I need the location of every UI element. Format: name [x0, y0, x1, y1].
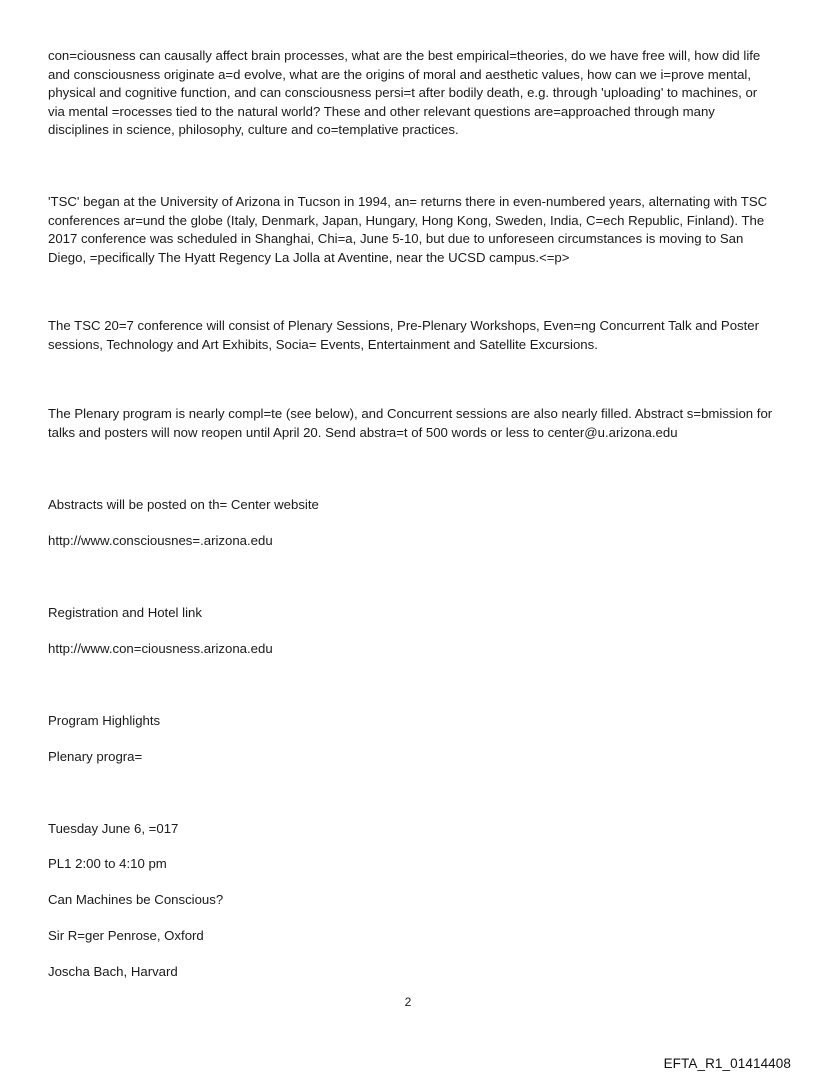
abstracts-url: http://www.consciousnes=.arizona.edu: [48, 533, 273, 548]
paragraph-plenary-program: The Plenary program is nearly compl=te (see below), and Concurrent sessions are also nearly filled. Abstract s=bmission for talks and posters will now reopen until April 20. Send abstra=t of 500 words or less to center@u.arizona.edu: [48, 406, 773, 440]
page-number: 2: [404, 995, 412, 1009]
abstracts-posted-text: Abstracts will be posted on th= Center website: [48, 497, 319, 512]
document-id-stamp: EFTA_R1_01414408: [663, 1056, 791, 1071]
body-text-4: [48, 405, 776, 442]
plenary-program-heading: Plenary progra=: [48, 749, 143, 764]
session-time: PL1 2:00 to 4:10 pm: [48, 856, 167, 871]
session-date: Tuesday June 6, =017: [48, 821, 179, 836]
body-text-2: [48, 193, 776, 267]
registration-label: Registration and Hotel link: [48, 605, 202, 620]
paragraph-consciousness-questions: con=ciousness can causally affect brain processes, what are the best empirical=theories, do we have free will, how did life and consciousness originate a=d evolve, what are the origins of moral and aesthetic values, how can we i=prove mental, physical and cognitive function, and can consciousness persi=t after bodily death, e.g. through 'uploading' to machines, or via mental =rocesses tied to the natural world? These and other relevant questions are=approached through many disciplines in science, philosophy, culture and co=templative practices.: [48, 48, 761, 138]
program-highlights-heading: Program Highlights: [48, 713, 161, 728]
body-text: [48, 47, 776, 140]
session-title: Can Machines be Conscious?: [48, 892, 224, 907]
registration-url: http://www.con=ciousness.arizona.edu: [48, 641, 273, 656]
paragraph-conference-format: The TSC 20=7 conference will consist of Plenary Sessions, Pre-Plenary Workshops, Even=ng Concurrent Talk and Poster sessions, Technology and Art Exhibits, Socia= Events, Entertainment and Satellite Excursions.: [48, 318, 760, 352]
body-text-3: [48, 317, 776, 354]
speaker-bach: Joscha Bach, Harvard: [48, 964, 178, 979]
paragraph-tsc-history: 'TSC' began at the University of Arizona in Tucson in 1994, an= returns there in even-numbered years, alternating with TSC conferences ar=und the globe (Italy, Denmark, Japan, Hungary, Hong Kong, Sweden, India, C=ech Republic, Finland). The 2017 conference was scheduled in Shanghai, Chi=a, June 5-10, but due to unforeseen circumstances is moving to San Diego, =pecifically The Hyatt Regency La Jolla at Aventine, near the UCSD campus.<=p>: [48, 194, 768, 265]
speaker-penrose: Sir R=ger Penrose, Oxford: [48, 928, 204, 943]
